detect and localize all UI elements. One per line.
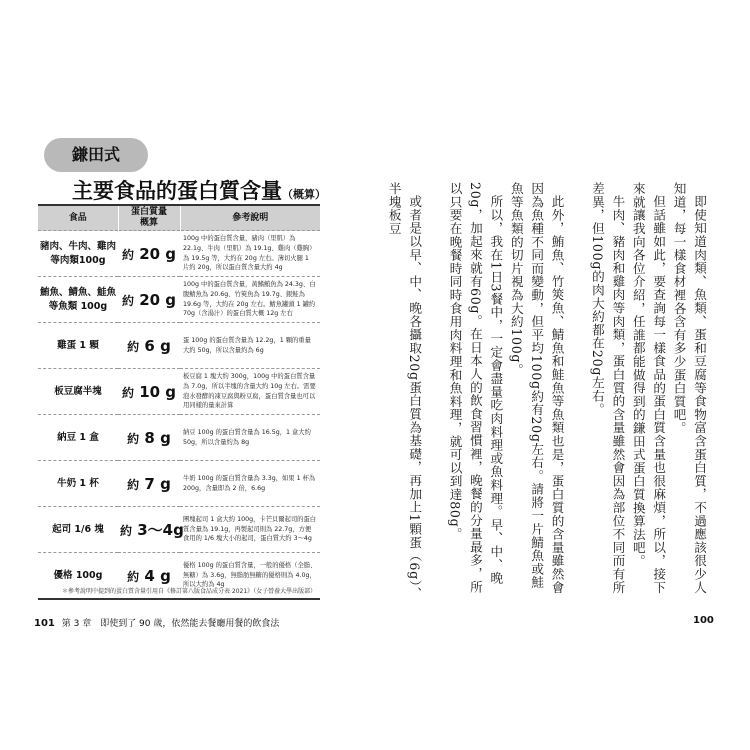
right-page <box>375 0 750 750</box>
food-name: 牛奶 1 杯 <box>38 461 118 507</box>
amount-prefix: 約 <box>121 293 134 308</box>
protein-table <box>38 204 320 600</box>
protein-amount <box>118 415 180 461</box>
title-text: 主要食品的蛋白質含量 <box>72 179 282 203</box>
table-row <box>38 507 320 553</box>
reference-note: 100g 中的蛋白質含量，黃鰭鮪魚為 24.3g、白腹鯖魚為 20.6g、竹筴魚為 19.7g、銀鮭為 19.6g 等，大約在 20g 左右。鯖魚罐頭 1 罐約 70g（含湯汁）的蛋白質大概 12g 左右 <box>180 277 320 323</box>
page-number-right: 100 <box>693 615 714 626</box>
page-number-left: 101 <box>34 618 55 629</box>
amount-value: 20 g <box>139 244 177 263</box>
footnote: ＊參考說明中提到的蛋白質含量引用自《修訂第八版食品成分表 2021》（女子營養大學出版部） <box>62 588 317 595</box>
paragraph: 但話雖如此，要查詢每一樣食品的蛋白質含量也很麻煩，所以，接下來就讓我向各位介紹，任誰都能做得到的鎌田式蛋白質換算法吧。 <box>630 182 667 594</box>
food-name: 起司 1/6 塊 <box>38 507 118 553</box>
table-row <box>38 277 320 323</box>
food-name: 雞蛋 1 顆 <box>38 323 118 369</box>
folio-left <box>34 616 279 629</box>
chapter-title: 第 3 章 即使到了 90 歲，依然能去餐廳用餐的飲食法 <box>61 619 280 629</box>
amount-value: 7 g <box>144 474 171 493</box>
amount-prefix: 約 <box>127 339 140 354</box>
table-row <box>38 415 320 461</box>
reference-note: 牛奶 100g 的蛋白質含量為 3.3g，如果 1 杯為 200g，含量即為 2 倍，6.6g <box>180 461 320 507</box>
food-name: 鮪魚、鯖魚、鮭魚 等魚類 100g <box>38 277 118 323</box>
amount-value: 20 g <box>139 290 177 309</box>
paragraph: 即使知道肉類、魚類、蛋和豆腐等食物富含蛋白質，不過應該很少人知道，每一樣食材裡各含有多少蛋白質吧。 <box>671 182 707 594</box>
protein-amount <box>118 323 180 369</box>
table-row <box>38 369 320 415</box>
table-row <box>38 231 320 277</box>
protein-amount <box>118 231 180 277</box>
reference-note: 優格 100g 的蛋白質含量，一般的優格（全脂、無糖）為 3.6g，無脂肪無糖的優格則為 4.0g，所以大約為 4g <box>180 553 320 600</box>
header-protein: 蛋白質量 概算 <box>118 205 180 231</box>
reference-note: 團塊起司 1 盒大約 100g，卡芒貝爾起司的蛋白質含量為 19.1g，再製起司則為 22.7g，方便食用的 1/6 塊大小的起司，蛋白質大約 3～4g <box>180 507 320 553</box>
amount-prefix: 約 <box>127 431 140 446</box>
food-name: 優格 100g <box>38 553 118 600</box>
header-food: 食品 <box>38 205 118 231</box>
paragraph: 牛肉、豬肉和雞肉等肉類，蛋白質的含量雖然會因為部位不同而有所差異，但100g的肉大約都在20g左右。 <box>589 182 626 594</box>
title-suffix: （概算） <box>282 188 326 201</box>
paragraph: 所以，我在1日3餐中，一定會盡量吃肉料理或魚料理。早、中、晚20g，加起來就有60g。在日本人的飲食習慣裡，晚餐的分量最多，所以只要在晚餐時同時食用肉料理和魚料理，就可以到達80g。 <box>447 182 504 594</box>
amount-value: 4 g <box>144 566 171 585</box>
reference-note: 100g 中的蛋白質含量，豬肉（里肌）為 22.1g、牛肉（里肌）為 19.1g、雞肉（雞胸）為 19.5g 等，大約在 20g 左右。薄切火腿 1 片約 20g，所以蛋白質含量大約 4g <box>180 231 320 277</box>
paragraph: 此外，鮪魚、竹筴魚、鯖魚和鮭魚等魚類也是，蛋白質的含量雖然會因為魚種不同而變動，但平均100g約有20g左右。請將一片鯖魚或鮭魚等魚類的切片視為大約100g。 <box>508 182 565 594</box>
food-name: 納豆 1 盒 <box>38 415 118 461</box>
paragraph: 或者是以早、中、晚各攝取20g蛋白質為基礎，再加上1顆蛋（6g）、半塊板豆 <box>386 182 423 600</box>
protein-amount <box>118 277 180 323</box>
amount-value: 8 g <box>144 428 171 447</box>
food-name: 豬肉、牛肉、雞肉 等肉類100g <box>38 231 118 277</box>
protein-amount <box>118 507 184 553</box>
reference-note: 蛋 100g 的蛋白質含量為 12.2g，1 顆的重量大約 50g，所以含量約為 6g <box>180 323 320 369</box>
protein-amount <box>118 369 180 415</box>
page-title <box>72 175 326 205</box>
amount-prefix: 約 <box>127 477 140 492</box>
table-row <box>38 461 320 507</box>
title-badge: 鎌田式 <box>44 138 148 172</box>
amount-prefix: 約 <box>120 524 133 538</box>
reference-note: 納豆 100g 的蛋白質含量為 16.5g，1 盒大約 50g，所以含量約為 8g <box>180 415 320 461</box>
amount-prefix: 約 <box>121 247 134 262</box>
table-row <box>38 323 320 369</box>
header-notes: 參考說明 <box>180 205 320 231</box>
body-text <box>386 182 709 602</box>
amount-prefix: 約 <box>127 569 140 584</box>
amount-prefix: 約 <box>121 385 134 400</box>
reference-note: 板豆腐 1 塊大約 300g，100g 中的蛋白質含量為 7.0g，所以半塊的含量大約 10g 左右。需要泡水發酵的凍豆腐與粉豆腐，蛋白質含量也可以用同樣的量來計算 <box>180 369 320 415</box>
protein-amount <box>118 461 180 507</box>
food-name: 板豆腐半塊 <box>38 369 118 415</box>
amount-value: 6 g <box>144 336 171 355</box>
amount-value: 3～4g <box>137 521 184 539</box>
amount-value: 10 g <box>139 382 177 401</box>
